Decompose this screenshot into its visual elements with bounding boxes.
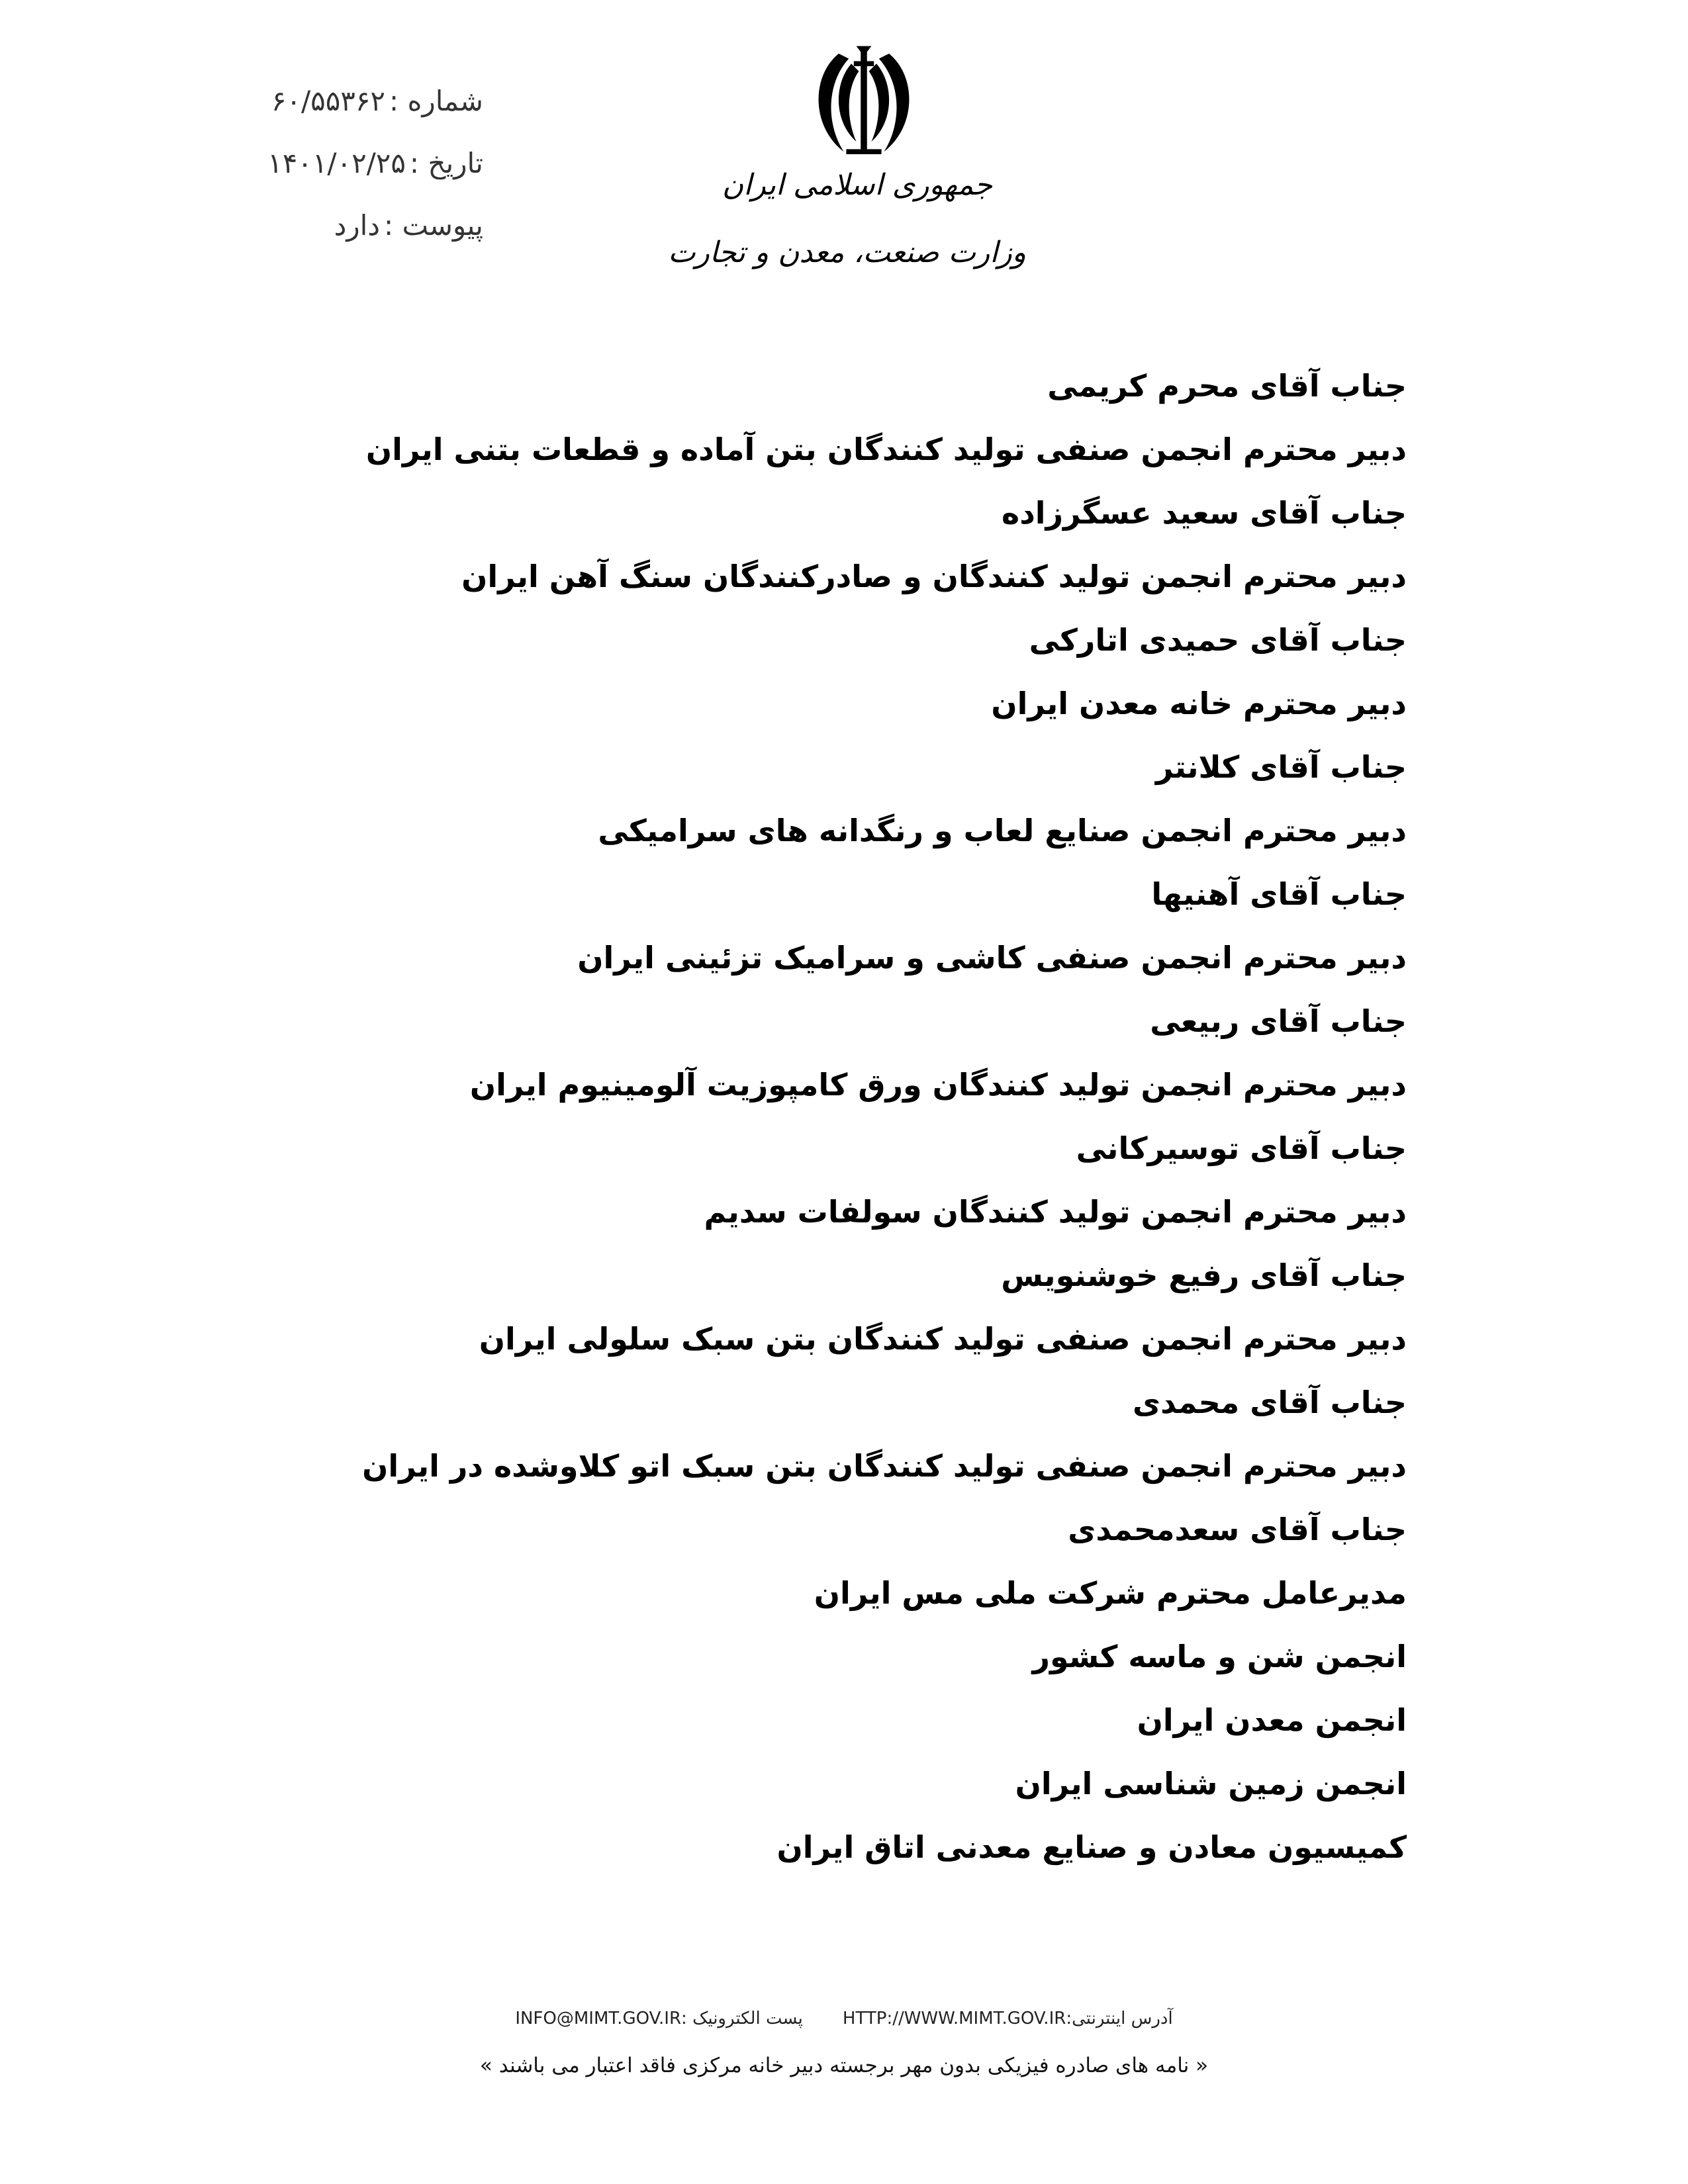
- letter-date: [199, 148, 483, 179]
- letter-number-label: شماره :: [389, 85, 483, 117]
- letter-attachment-value: دارد: [334, 209, 380, 242]
- letter-attachment-label: پیوست :: [384, 209, 483, 242]
- recipient-line: جناب آقای توسیرکانی: [1076, 1130, 1407, 1166]
- recipient-line: مدیرعامل محترم شرکت ملی مس ایران: [814, 1575, 1407, 1611]
- iran-emblem-icon: [801, 41, 927, 167]
- recipient-line: دبیر محترم خانه معدن ایران: [991, 686, 1407, 721]
- recipient-line: کمیسیون معادن و صنایع معدنی اتاق ایران: [776, 1829, 1407, 1865]
- recipient-line: جناب آقای حمیدی اتارکی: [1029, 622, 1407, 658]
- recipient-line: دبیر محترم انجمن صنفی کاشی و سرامیک تزئینی ایران: [577, 940, 1407, 976]
- recipient-line: انجمن معدن ایران: [1137, 1702, 1407, 1738]
- recipient-line: جناب آقای سعید عسگرزاده: [1002, 495, 1407, 531]
- recipient-line: انجمن زمین شناسی ایران: [1015, 1766, 1407, 1801]
- footer-note: « نامه های صادره فیزیکی بدون مهر برجسته دبیر خانه مرکزی فاقد اعتبار می باشند »: [479, 2054, 1209, 2077]
- letter-date-label: تاریخ :: [409, 147, 483, 179]
- recipient-line: دبیر محترم انجمن صنفی تولید کنندگان بتن آماده و قطعات بتنی ایران: [365, 432, 1407, 467]
- country-name: جمهوری اسلامی ایران: [722, 168, 993, 202]
- email-label: پست الکترونیک :: [681, 2009, 803, 2028]
- recipient-line: جناب آقای آهنیها: [1151, 876, 1407, 912]
- recipient-line: جناب آقای محمدی: [1133, 1385, 1407, 1420]
- recipient-line: انجمن شن و ماسه کشور: [1032, 1639, 1407, 1674]
- recipient-line: جناب آقای سعدمحمدی: [1068, 1512, 1407, 1547]
- recipient-line: دبیر محترم انجمن صنفی تولید کنندگان بتن سبک اتو کلاوشده در ایران: [362, 1448, 1407, 1484]
- letter-date-value: ۱۴۰۱/۰۲/۲۵: [267, 147, 406, 179]
- website-link[interactable]: HTTP://WWW.MIMT.GOV.IR: [842, 2009, 1066, 2028]
- recipient-line: جناب آقای محرم کریمی: [1047, 368, 1407, 404]
- recipient-line: جناب آقای کلانتر: [1155, 749, 1407, 785]
- footer-contact: [463, 2005, 1225, 2032]
- recipient-line: دبیر محترم انجمن تولید کنندگان ورق کامپوزیت آلومینیوم ایران: [469, 1067, 1407, 1103]
- letter-number-value: ۶۰/۵۵۳۶۲: [271, 85, 385, 117]
- recipient-line: دبیر محترم انجمن تولید کنندگان و صادرکنندگان سنگ آهن ایران: [461, 559, 1407, 594]
- letter-number: [199, 86, 483, 116]
- ministry-name: وزارت صنعت، معدن و تجارت: [668, 236, 1026, 269]
- letter-meta: [199, 86, 483, 273]
- email-link[interactable]: INFO@MIMT.GOV.IR: [515, 2009, 682, 2028]
- recipient-line: دبیر محترم انجمن صنایع لعاب و رنگدانه های سرامیکی: [598, 813, 1407, 848]
- recipient-list: [248, 354, 1407, 1879]
- recipient-line: جناب آقای رفیع خوشنویس: [1001, 1257, 1407, 1293]
- website-label: آدرس اینترنتی:: [1066, 2009, 1173, 2028]
- recipient-line: دبیر محترم انجمن صنفی تولید کنندگان بتن سبک سلولی ایران: [479, 1321, 1407, 1357]
- recipient-line: دبیر محترم انجمن تولید کنندگان سولفات سدیم: [704, 1194, 1407, 1230]
- recipient-line: جناب آقای ربیعی: [1150, 1003, 1407, 1039]
- letter-attachment: [199, 210, 483, 241]
